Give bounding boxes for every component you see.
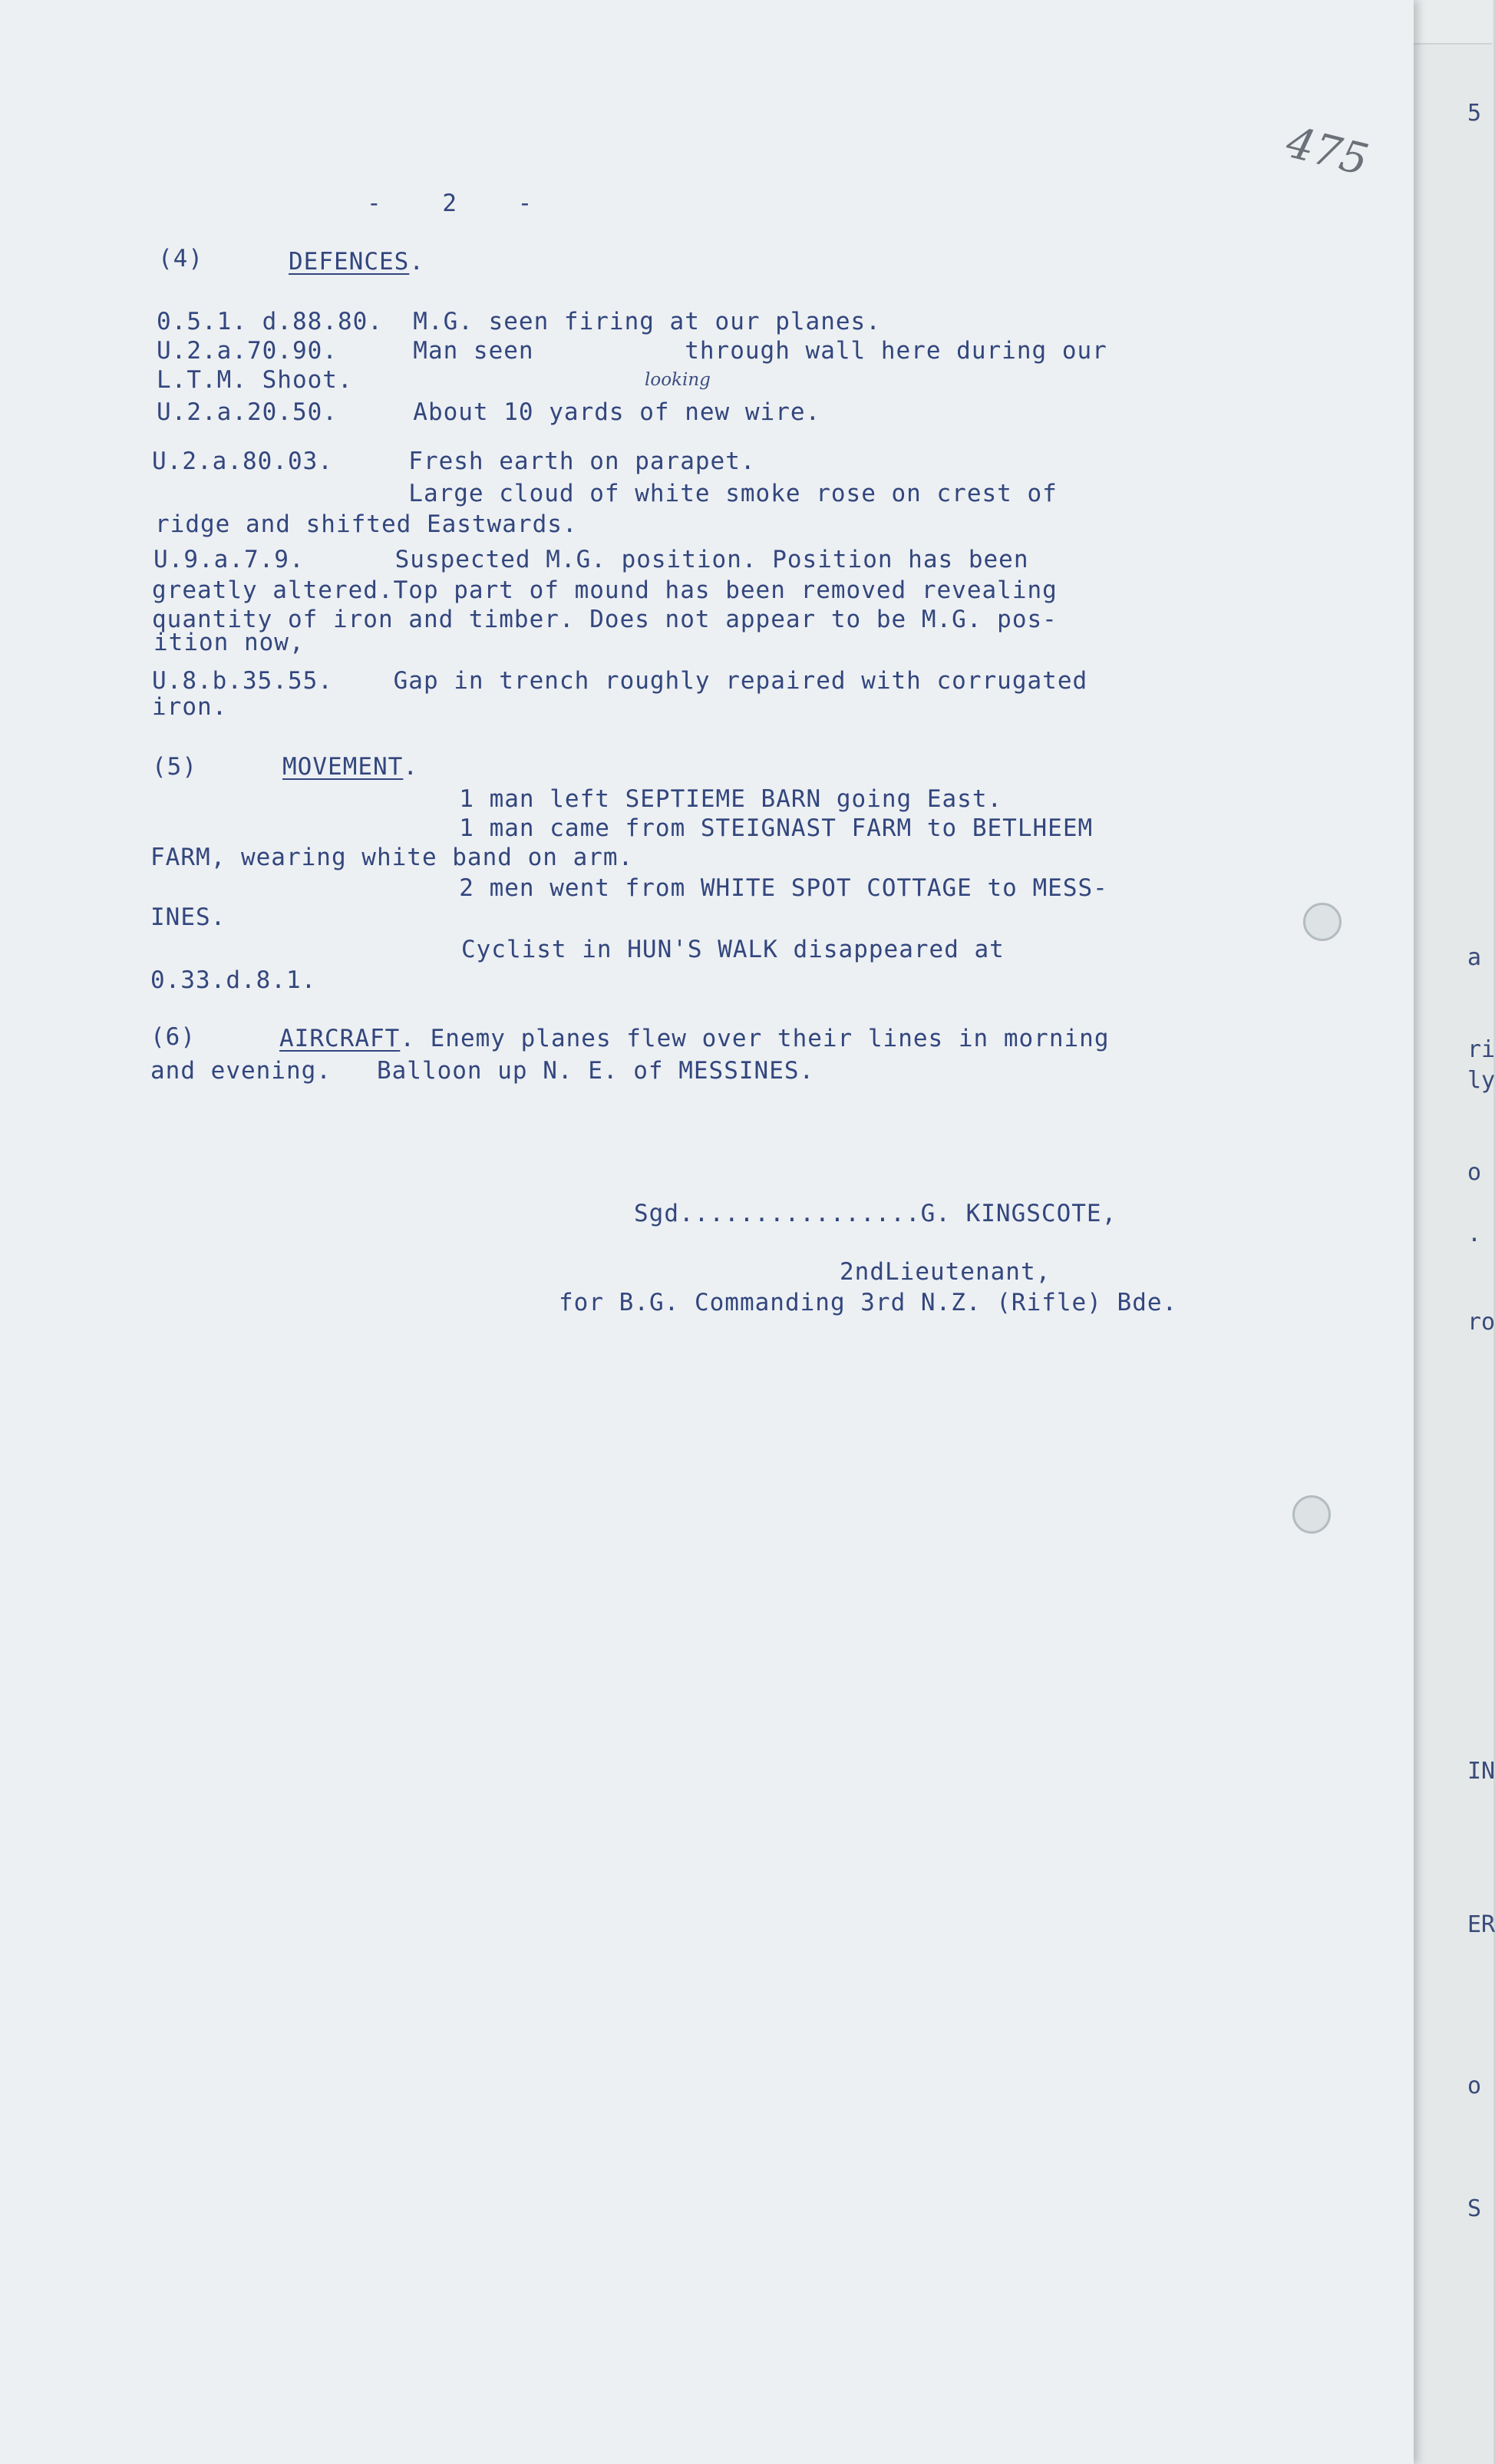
movement-heading-tail: . bbox=[403, 753, 418, 781]
aircraft-line: and evening. Balloon up N. E. of MESSINES. bbox=[150, 1057, 815, 1085]
edge-text: o bbox=[1467, 1159, 1482, 1186]
edge-text: ER bbox=[1467, 1911, 1495, 1938]
movement-heading-text: MOVEMENT bbox=[282, 753, 404, 781]
defences-line: 0.5.1. d.88.80. M.G. seen firing at our planes. bbox=[157, 308, 881, 335]
defences-line: U.2.a.70.90. Man seen through wall here during our bbox=[157, 337, 1107, 365]
defences-line: U.2.a.20.50. About 10 yards of new wire. bbox=[157, 398, 821, 426]
defences-line: U.2.a.80.03. Fresh earth on parapet. bbox=[152, 448, 756, 475]
aircraft-heading-text: AIRCRAFT bbox=[279, 1025, 401, 1052]
section-number-movement: (5) bbox=[152, 753, 197, 781]
signature-line: Sgd................G. KINGSCOTE, bbox=[634, 1200, 1117, 1227]
defences-heading-tail: . bbox=[409, 248, 424, 276]
movement-line: FARM, wearing white band on arm. bbox=[150, 844, 634, 871]
signature-unit: for B.G. Commanding 3rd N.Z. (Rifle) Bde. bbox=[559, 1289, 1178, 1316]
section-heading-movement bbox=[282, 752, 418, 781]
defences-line: Large cloud of white smoke rose on crest of bbox=[152, 480, 1058, 507]
movement-line: 1 man came from STEIGNAST FARM to BETLHEEM bbox=[203, 814, 1094, 842]
defences-line: ridge and shifted Eastwards. bbox=[155, 510, 578, 538]
section-heading-aircraft bbox=[279, 1024, 1110, 1053]
movement-line: 1 man left SEPTIEME BARN going East. bbox=[203, 785, 1003, 813]
section-number-defences: (4) bbox=[158, 245, 203, 272]
movement-line: Cyclist in HUN'S WALK disappeared at bbox=[235, 936, 1005, 963]
edge-text: ro bbox=[1467, 1309, 1495, 1336]
page-number: - 2 - bbox=[367, 190, 533, 217]
edge-text: IN bbox=[1467, 1758, 1495, 1785]
movement-line: INES. bbox=[150, 903, 226, 931]
punch-hole bbox=[1303, 903, 1342, 941]
edge-text: ri bbox=[1467, 1036, 1495, 1063]
defences-line: iron. bbox=[152, 693, 228, 721]
section-heading-defences bbox=[289, 247, 424, 276]
defences-line: L.T.M. Shoot. bbox=[157, 366, 353, 394]
movement-line: 2 men went from WHITE SPOT COTTAGE to MESS- bbox=[203, 874, 1108, 902]
edge-text: S bbox=[1467, 2195, 1482, 2222]
archive-folio-number: 475 bbox=[1281, 117, 1374, 186]
interlinear-insert: looking bbox=[645, 370, 711, 390]
aircraft-line: . Enemy planes flew over their lines in morning bbox=[400, 1025, 1110, 1052]
defences-line: greatly altered.Top part of mound has been removed revealing bbox=[152, 576, 1058, 604]
edge-text: . bbox=[1467, 1220, 1482, 1247]
edge-text: ly bbox=[1467, 1067, 1495, 1094]
punch-hole bbox=[1292, 1495, 1331, 1534]
defences-line: U.8.b.35.55. Gap in trench roughly repaired with corrugated bbox=[152, 667, 1088, 695]
defences-line: quantity of iron and timber. Does not appear to be M.G. pos- bbox=[152, 606, 1058, 633]
defences-line: U.9.a.7.9. Suspected M.G. position. Position has been bbox=[153, 546, 1029, 573]
defences-line: ition now, bbox=[153, 629, 305, 656]
edge-text: 5 bbox=[1467, 100, 1482, 127]
edge-text: o bbox=[1467, 2073, 1482, 2099]
section-number-aircraft: (6) bbox=[150, 1023, 196, 1051]
edge-text: a bbox=[1467, 944, 1482, 971]
movement-line: 0.33.d.8.1. bbox=[150, 966, 317, 994]
signature-rank: 2ndLieutenant, bbox=[840, 1258, 1051, 1286]
defences-heading-text: DEFENCES bbox=[289, 248, 410, 276]
